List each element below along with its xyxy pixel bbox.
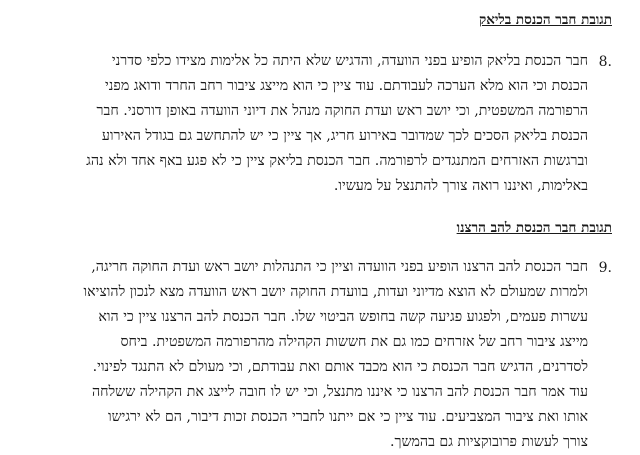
paragraph-line: עוד אמר חבר הכנסת להב הרצנו כי איננו מתנצל, וכי יש לו חובה לייצג את הקהילה ששלחה	[91, 384, 588, 400]
paragraph-line: הכנסת בליאק הסכים לכך שמדובר באירוע חריג, אך ציין כי יש להתחשב גם בגודל האירוע	[101, 128, 588, 144]
section-heading-herzano: תגובת חבר הכנסת להב הרצנו	[456, 220, 612, 236]
paragraph-bliak-response	[33, 49, 588, 199]
paragraph-line: עשרות פעמים, ולפגוע פגיעה קשה בחופש הביטוי שלו. חבר הכנסת להב הרצנו ציין כי הוא	[98, 309, 588, 325]
paragraph-line: חבר הכנסת להב הרצנו הופיע בפני הוועדה וציין כי התנהלות יושב ראש ועדת החוקה חריגה,	[91, 259, 588, 275]
paragraph-line: וברגשות האזרחים המתנגדים לרפורמה. חבר הכנסת בליאק ציין כי לא פגע באף אחד ולא נהג	[86, 153, 588, 169]
paragraph-line: צורך לעשות פרובוקציות גם בהמשך.	[389, 434, 588, 450]
paragraph-line: לסדרנים, הדגיש חבר הכנסת כי הוא מכבד אותם ואת עבודתם, וכי מעולם לא התנגד לפינוי.	[92, 359, 588, 375]
paragraph-line: באלימות, ואיננו רואה צורך להתנצל על מעשיו.	[333, 178, 588, 194]
paragraph-number-8: 8.	[598, 54, 612, 70]
section-heading-bliak: תגובת חבר הכנסת בליאק	[478, 12, 612, 28]
paragraph-number-9: 9.	[598, 260, 612, 276]
paragraph-line: הכנסת וכי הוא מלא הערכה לעבודתם. עוד ציין כי הוא מייצג ציבור רחב החרד ודואג מפני	[105, 78, 588, 94]
paragraph-line: ולמרות שמעולם לא הוצא מדיוני ועדות, בוועדת החוקה יושב ראש הוועדה מצא לנכון להוציאו	[83, 284, 588, 300]
paragraph-line: מייצג ציבור רחב של אזרחים כמו גם את חששות הקהילה מהרפורמה המשפטית. ביחס	[120, 334, 588, 350]
paragraph-line: הרפורמה המשפטית, וכי יושב ראש ועדת החוקה מנהל את דיוני הוועדה באופן דורסני. חבר	[96, 103, 588, 119]
paragraph-line: אותו ואת ציבור המצביעים. עוד ציין כי אם ייתנו לחברי הכנסת זכות דיבור, הם לא ירגישו	[107, 409, 588, 425]
paragraph-herzano-response	[28, 255, 588, 455]
paragraph-line: חבר הכנסת בליאק הופיע בפני הוועדה, והדגיש שלא היתה כל אלימות מצידו כלפי סדרני	[111, 53, 588, 69]
